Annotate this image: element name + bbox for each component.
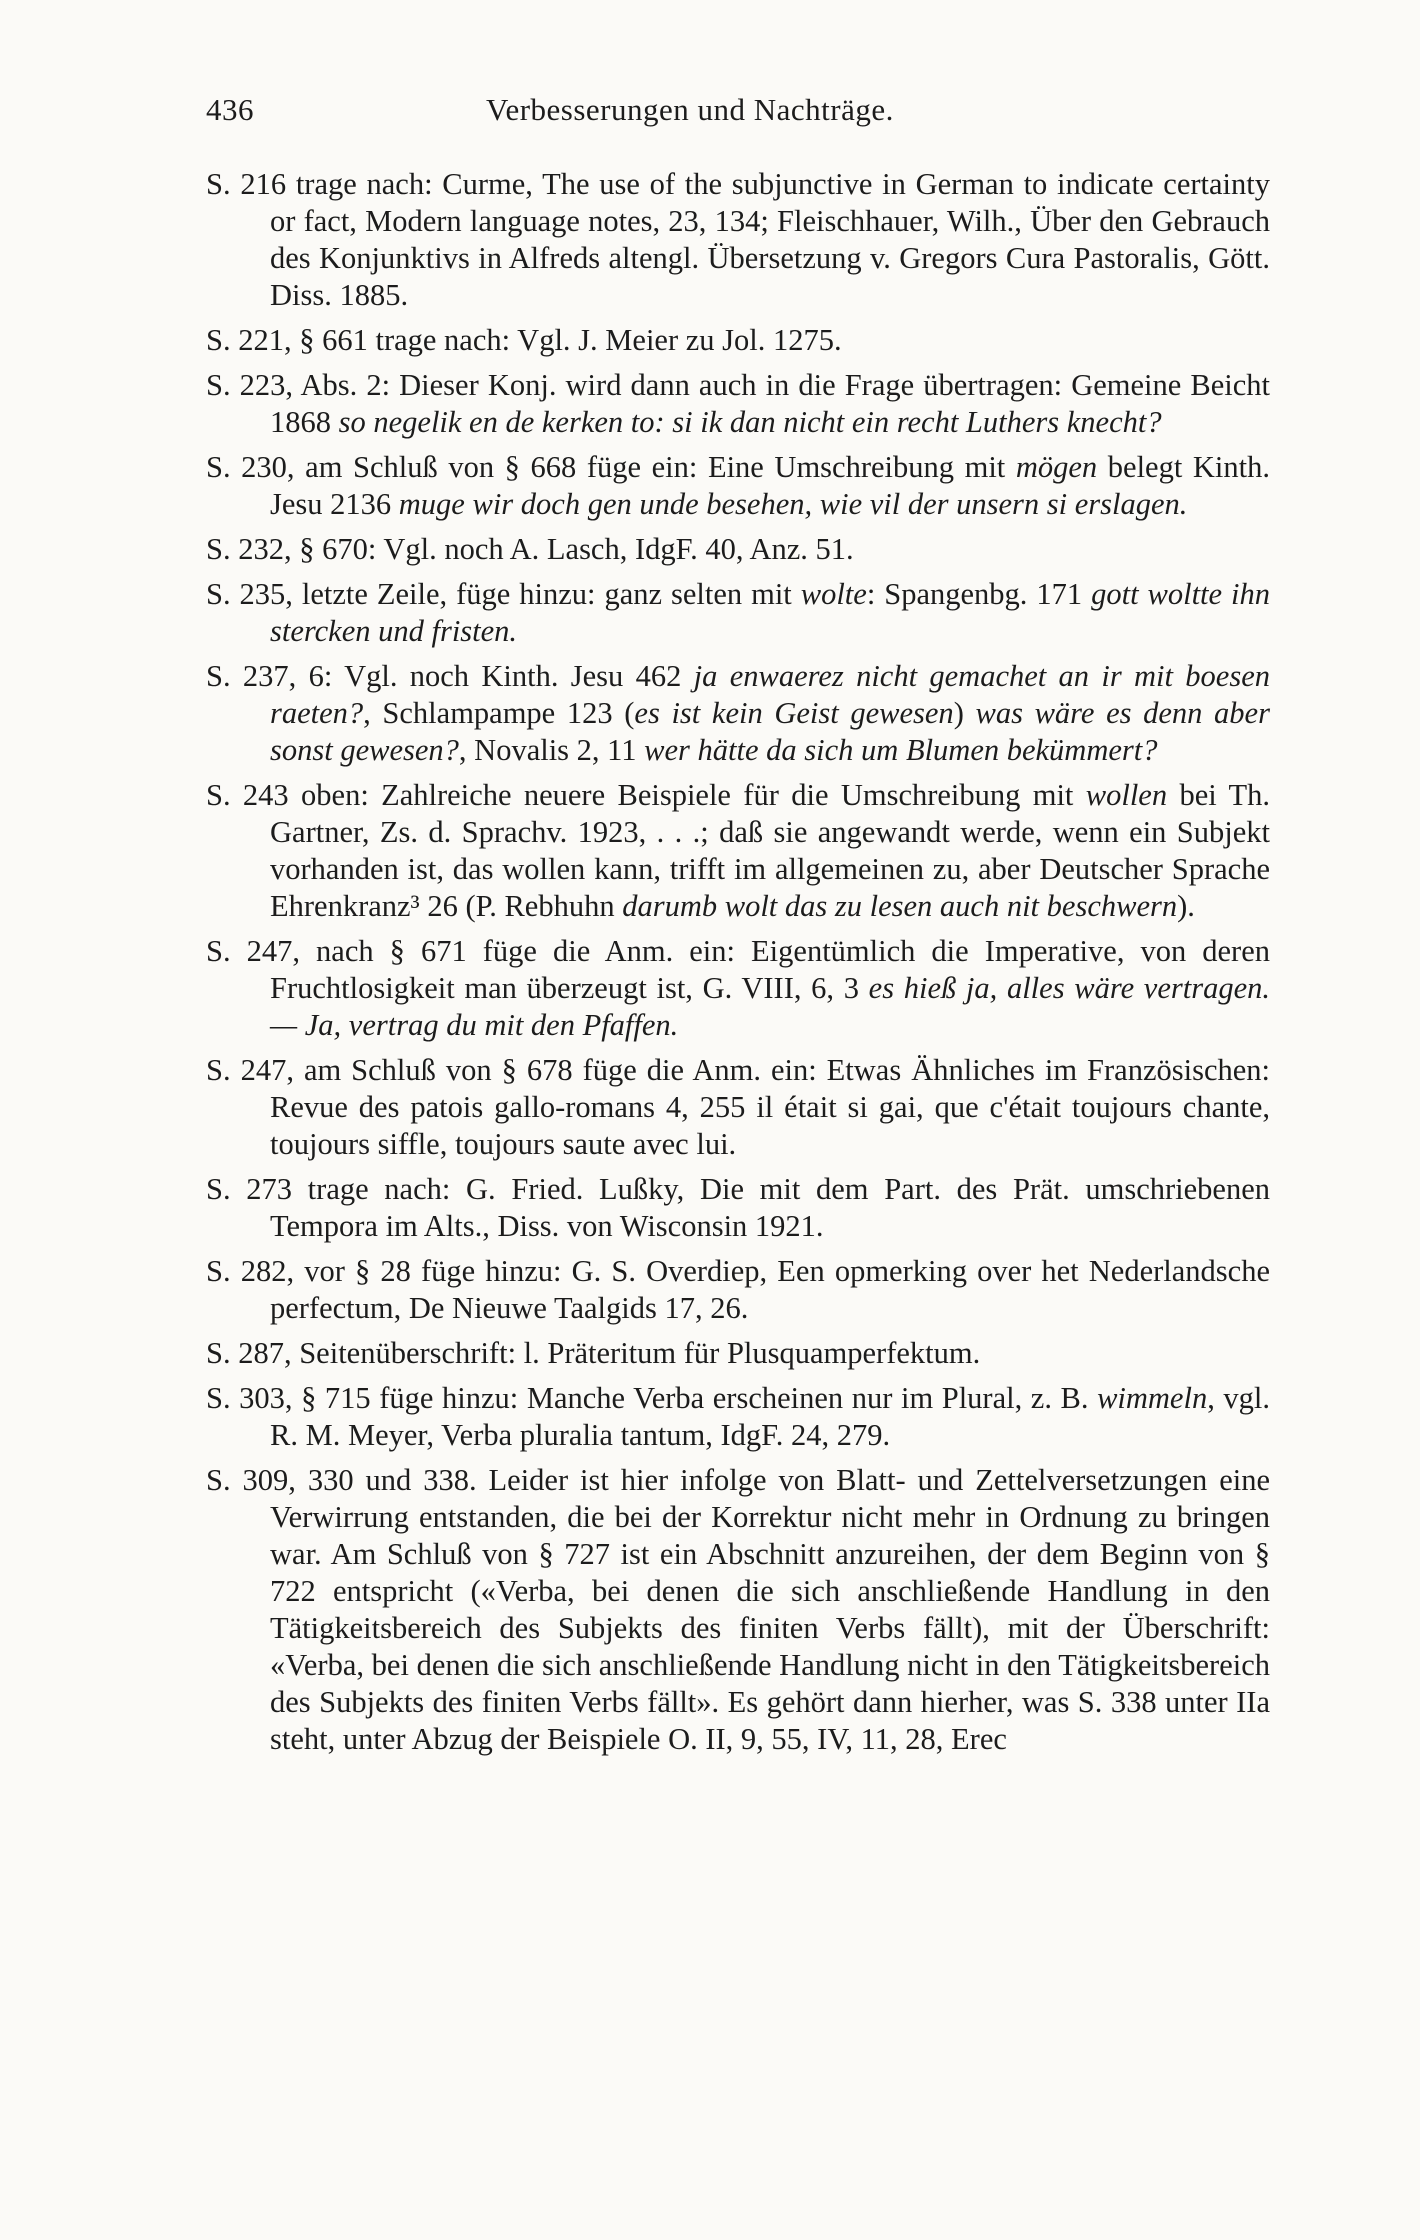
page-reference: S. 282, xyxy=(206,1254,295,1288)
page-number: 436 xyxy=(206,92,254,127)
correction-entry xyxy=(206,1253,1270,1327)
entry-text: 330 und 338. Leider ist hier infolge von Blatt- und Zettelversetzungen eine Verwirrung entstanden, die bei der Korrektur nicht mehr in Ordnung zu bringen war. Am Schluß von § 727 ist ein Abschnitt anzureihen, der dem Beginn von § 722 entspricht («Verba, bei denen die sich anschließende Handlung in den Tätigkeitsbereich des Subjekts des finiten Verbs fällt), mit der Überschrift: «Verba, bei denen die sich anschließende Handlung nicht in den Tätigkeitsbereich des Subjekts des finiten Verbs fällt». Es gehört dann hierher, was S. 338 unter IIa steht, unter Abzug der Beispiele O. II, 9, 55, IV, 11, 28, Erec xyxy=(270,1463,1270,1756)
correction-entry xyxy=(206,1462,1270,1758)
italic-citation: mögen xyxy=(1015,450,1098,484)
page-reference: S. 303, xyxy=(206,1381,293,1415)
entry-text: am Schluß von § 668 füge ein: Eine Umschreibung mit xyxy=(294,450,1016,484)
entry-text: : Spangenbg. 171 xyxy=(866,577,1092,611)
italic-citation: gott woltte ihn stercken und fristen. xyxy=(270,577,1270,648)
page-reference: S. 221, xyxy=(206,323,292,357)
entry-text: ). xyxy=(1177,889,1195,923)
page-reference: S. 243 xyxy=(206,778,289,812)
page-reference: S. 216 xyxy=(206,167,287,201)
page-reference: S. 309, xyxy=(206,1463,296,1497)
italic-citation: wer hätte da sich um Blumen bekümmert? xyxy=(644,733,1158,767)
correction-entry xyxy=(206,1335,1270,1372)
entry-text: trage nach: Curme, The use of the subjunctive in German to indicate certainty or fact, Modern language notes, 23, 134; Fleischhauer, Wilh., Über den Gebrauch des Konjunktivs in Alfreds altengl. Übersetzung v. Gregors Cura Pastoralis, Gött. Diss. 1885. xyxy=(270,167,1270,312)
entry-text: trage nach: G. Fried. Lußky, Die mit dem Part. des Prät. umschriebenen Tempora im Alts., Diss. von Wisconsin 1921. xyxy=(270,1172,1270,1243)
entry-text: , Schlampampe 123 ( xyxy=(363,696,635,730)
italic-citation: was wäre es denn aber sonst gewesen? xyxy=(270,696,1270,767)
entry-text: nach § 671 füge die Anm. ein: Eigentümlich die Imperative, von deren Fruchtlosigkeit man überzeugt ist, G. VIII, 6, 3 xyxy=(270,934,1271,1005)
correction-entry xyxy=(206,367,1270,441)
entry-text: letzte Zeile, füge hinzu: ganz selten mit xyxy=(292,577,801,611)
entry-text: am Schluß von § 678 füge die Anm. ein: Etwas Ähnliches im Französischen: Revue des patois gallo-romans 4, 255 il était si gai, que c'était toujours chante, toujours siffle, toujours saute avec lui. xyxy=(270,1053,1270,1161)
entry-text: § 715 füge hinzu: Manche Verba erscheinen nur im Plural, z. B. xyxy=(292,1381,1098,1415)
italic-citation: muge wir doch gen unde besehen, wie vil der unsern si erslagen. xyxy=(398,487,1188,521)
entry-text: ) xyxy=(953,696,976,730)
correction-entry xyxy=(206,531,1270,568)
correction-entry xyxy=(206,576,1270,650)
page-reference: S. 235, xyxy=(206,577,293,611)
italic-citation: es ist kein Geist gewesen xyxy=(634,696,954,730)
corrections-list xyxy=(206,166,1270,1766)
italic-citation: so negelik en de kerken to: si ik dan nicht ein recht Luthers knecht? xyxy=(338,405,1162,439)
page-reference: S. 237, xyxy=(206,659,297,693)
correction-entry xyxy=(206,449,1270,523)
correction-entry xyxy=(206,1171,1270,1245)
correction-entry xyxy=(206,1380,1270,1454)
italic-citation: darumb wolt das zu lesen auch nit beschwern xyxy=(622,889,1178,923)
correction-entry xyxy=(206,322,1270,359)
entry-text: , vgl. R. M. Meyer, Verba pluralia tantum, IdgF. 24, 279. xyxy=(270,1381,1270,1452)
entry-text: Seitenüberschrift: l. Präteritum für Plusquamperfektum. xyxy=(291,1336,981,1370)
page-reference: S. 247, xyxy=(206,934,301,968)
page-reference: S. 287, xyxy=(206,1336,292,1370)
entry-text: bei Th. Gartner, Zs. d. Sprachv. 1923, . . .; daß sie angewandt werde, wenn ein Subjekt vorhanden ist, das wollen kann, trifft im allgemeinen zu, aber Deutscher Sprache Ehrenkranz³ 26 (P. Rebhuhn xyxy=(270,778,1271,923)
entry-text: belegt Kinth. Jesu 2136 xyxy=(270,450,1270,521)
page-reference: S. 247, xyxy=(206,1053,294,1087)
entry-text: Abs. 2: Dieser Konj. wird dann auch in die Frage übertragen: Gemeine Beicht 1868 xyxy=(270,368,1271,439)
entry-text: oben: Zahlreiche neuere Beispiele für die Umschreibung mit xyxy=(288,778,1086,812)
correction-entry xyxy=(206,658,1270,769)
page-reference: S. 273 xyxy=(206,1172,293,1206)
running-title: Verbesserungen und Nachträge. xyxy=(486,92,894,127)
page-reference: S. 232, xyxy=(206,532,292,566)
italic-citation: ja enwaerez nicht gemachet an ir mit boesen raeten? xyxy=(270,659,1270,730)
entry-text: , Novalis 2, 11 xyxy=(458,733,645,767)
correction-entry xyxy=(206,1052,1270,1163)
italic-citation: es hieß ja, alles wäre vertragen. — Ja, vertrag du mit den Pfaffen. xyxy=(270,971,1270,1042)
entry-text: vor § 28 füge hinzu: G. S. Overdiep, Een opmerking over het Nederlandsche perfectum, De Nieuwe Taalgids 17, 26. xyxy=(270,1254,1270,1325)
page-reference: S. 223, xyxy=(206,368,294,402)
entry-text: 6: Vgl. noch Kinth. Jesu 462 xyxy=(296,659,694,693)
correction-entry xyxy=(206,933,1270,1044)
italic-citation: wolte xyxy=(800,577,867,611)
correction-entry xyxy=(206,166,1270,314)
italic-citation: wollen xyxy=(1085,778,1168,812)
italic-citation: wimmeln xyxy=(1097,1381,1208,1415)
entry-text: § 661 trage nach: Vgl. J. Meier zu Jol. 1275. xyxy=(291,323,842,357)
entry-text: § 670: Vgl. noch A. Lasch, IdgF. 40, Anz. 51. xyxy=(291,532,854,566)
correction-entry xyxy=(206,777,1270,925)
page-reference: S. 230, xyxy=(206,450,295,484)
